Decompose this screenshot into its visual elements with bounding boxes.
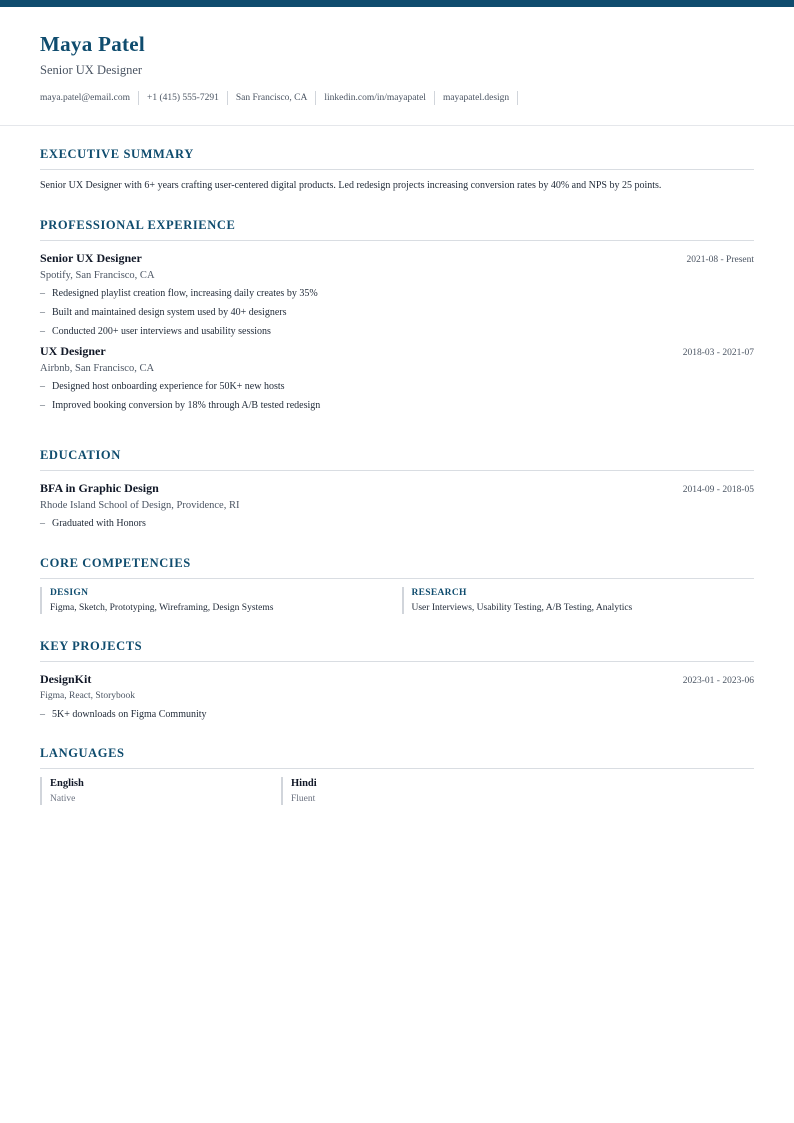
bullet-item [40, 380, 754, 393]
contact-location: San Francisco, CA [236, 91, 317, 105]
bullet-item [40, 517, 754, 530]
projects-section [40, 639, 754, 727]
language-english [40, 777, 280, 805]
section-heading: EXECUTIVE SUMMARY [40, 147, 194, 161]
job-company: Spotify, San Francisco, CA [40, 270, 155, 281]
candidate-title: Senior UX Designer [40, 63, 143, 77]
competency-skills: Figma, Sketch, Prototyping, Wireframing, Design Systems [50, 603, 274, 613]
section-heading: KEY PROJECTS [40, 639, 143, 653]
section-divider [40, 470, 754, 471]
bullet-text: Graduated with Honors [52, 518, 146, 529]
section-divider [40, 169, 754, 170]
dash-marker: – [40, 307, 45, 318]
education-entry [40, 481, 754, 530]
contact-email[interactable]: maya.patel@email.com [40, 91, 139, 105]
bullet-item [40, 325, 754, 338]
contact-website[interactable]: mayapatel.design [443, 91, 518, 105]
bullet-item [40, 287, 754, 300]
language-name: Hindi [291, 778, 317, 789]
dash-marker: – [40, 288, 45, 299]
education-dates: 2014-09 - 2018-05 [682, 485, 754, 495]
section-heading: CORE COMPETENCIES [40, 556, 191, 570]
section-heading: EDUCATION [40, 448, 121, 462]
competency-title: DESIGN [50, 588, 89, 598]
education-section [40, 448, 754, 536]
contact-phone[interactable]: +1 (415) 555-7291 [147, 91, 228, 105]
project-tech: Figma, React, Storybook [40, 691, 135, 701]
section-heading: PROFESSIONAL EXPERIENCE [40, 218, 236, 232]
dash-marker: – [40, 381, 45, 392]
top-accent-bar [0, 0, 794, 7]
project-dates: 2023-01 - 2023-06 [682, 676, 754, 686]
language-level: Native [50, 794, 76, 804]
job-title: Senior UX Designer [40, 251, 142, 265]
project-name: DesignKit [40, 672, 92, 686]
bullet-text: Redesigned playlist creation flow, increasing daily creates by 35% [52, 288, 318, 299]
dash-marker: – [40, 400, 45, 411]
language-name: English [50, 778, 84, 789]
competencies-section [40, 556, 754, 614]
section-divider [40, 768, 754, 769]
summary-section [40, 147, 754, 193]
bullet-text: Designed host onboarding experience for 50K+ new hosts [52, 381, 285, 392]
experience-entry [40, 344, 754, 412]
bullet-text: Built and maintained design system used by 40+ designers [52, 307, 287, 318]
dash-marker: – [40, 709, 45, 720]
header-divider [0, 125, 794, 126]
language-level: Fluent [291, 794, 316, 804]
bullet-text: Improved booking conversion by 18% through A/B tested redesign [52, 400, 321, 411]
summary-text: Senior UX Designer with 6+ years crafting user-centered digital products. Led redesign projects increasing conversion rates by 40% and NPS by 25 points. [40, 180, 662, 191]
dash-marker: – [40, 326, 45, 337]
languages-section [40, 746, 754, 805]
dash-marker: – [40, 518, 45, 529]
job-dates: 2018-03 - 2021-07 [682, 348, 754, 358]
competency-group-design [40, 587, 393, 614]
bullet-item [40, 399, 754, 412]
bullet-item [40, 708, 754, 721]
job-company: Airbnb, San Francisco, CA [40, 363, 155, 374]
job-title: UX Designer [40, 344, 106, 358]
school-name: Rhode Island School of Design, Providence, RI [40, 500, 240, 511]
competency-group-research [402, 587, 755, 614]
bullet-text: Conducted 200+ user interviews and usability sessions [52, 326, 271, 337]
job-dates: 2021-08 - Present [686, 255, 754, 265]
project-entry [40, 672, 754, 721]
contact-linkedin[interactable]: linkedin.com/in/mayapatel [324, 91, 435, 105]
section-divider [40, 661, 754, 662]
section-divider [40, 240, 754, 241]
section-divider [40, 578, 754, 579]
bullet-text: 5K+ downloads on Figma Community [52, 709, 207, 720]
competency-skills: User Interviews, Usability Testing, A/B Testing, Analytics [411, 603, 633, 613]
candidate-name: Maya Patel [40, 32, 146, 56]
bullet-item [40, 306, 754, 319]
section-heading: LANGUAGES [40, 746, 125, 760]
contact-list [40, 91, 754, 105]
competency-title: RESEARCH [411, 588, 467, 598]
language-hindi [281, 777, 521, 805]
degree-title: BFA in Graphic Design [40, 481, 159, 495]
resume-header [40, 32, 754, 105]
experience-section [40, 218, 754, 418]
experience-entry [40, 251, 754, 338]
